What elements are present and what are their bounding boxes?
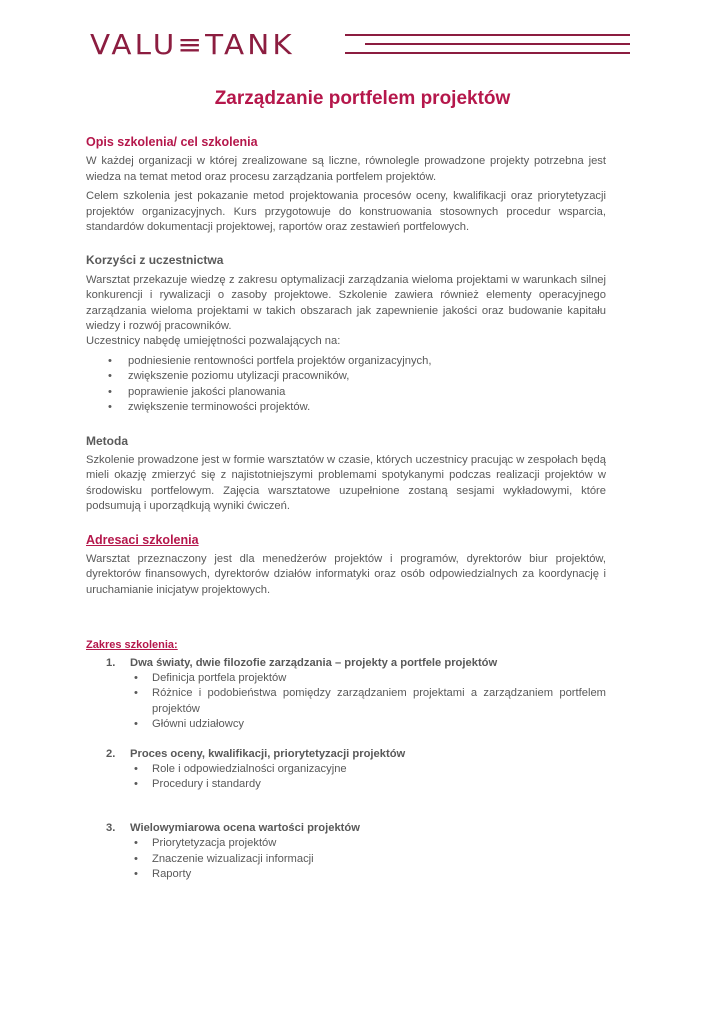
module-item: [86, 747, 606, 793]
section-heading: Metoda: [86, 433, 128, 448]
module-number: 1.: [106, 656, 116, 669]
module-item: [86, 656, 606, 733]
list-item: • Role i odpowiedzialności organizacyjne: [152, 762, 606, 777]
list-item: • Raporty: [152, 867, 606, 882]
list-item: • Główni udziałowcy: [152, 717, 606, 732]
logo-lines-graphic: [345, 32, 630, 58]
module-title: Wielowymiarowa ocena wartości projektów: [130, 821, 360, 834]
list-item: • Różnice i podobieństwa pomiędzy zarządzaniem projektami a zarządzaniem portfelem projektów: [152, 686, 606, 717]
section-opis: [86, 135, 606, 235]
benefits-list: [86, 354, 606, 416]
list-item: • zwiększenie terminowości projektów.: [128, 400, 606, 415]
section-heading: Zakres szkolenia:: [86, 639, 178, 652]
paragraph: Szkolenie prowadzone jest w formie warsztatów w czasie, których uczestnicy pracując w zespołach będą mieli okazję zmierzyć się z najistotniejszymi problemami spotykanymi podczas realizacji projektów w środowisku portfelowym. Zajęcia warsztatowe uzupełnione zostaną sesjami wykładowymi, które podsumują i uporządkują wyniki ćwiczeń.: [86, 453, 606, 513]
document-body: [86, 135, 606, 882]
list-item: • Procedury i standardy: [152, 777, 606, 792]
section-metoda: [86, 434, 606, 515]
modules-list: [86, 656, 606, 883]
paragraph: W każdej organizacji w której zrealizowane są liczne, równolegle prowadzone projekty potrzebna jest wiedza na temat metod oraz procesu zarządzania portfelem projektów.: [86, 155, 606, 183]
module-number: 3.: [106, 821, 116, 834]
list-item: • Priorytetyzacja projektów: [152, 836, 606, 851]
header: [90, 30, 630, 60]
module-item: [86, 821, 606, 883]
section-korzysci: [86, 253, 606, 415]
section-heading: Korzyści z uczestnictwa: [86, 253, 224, 268]
module-title: Dwa światy, dwie filozofie zarządzania – projekty a portfele projektów: [130, 656, 498, 669]
section-adresaci: [86, 533, 606, 599]
module-number: 2.: [106, 747, 116, 760]
section-heading: Adresaci szkolenia: [86, 532, 199, 547]
paragraph: Warsztat przeznaczony jest dla menedżerów projektów i programów, dyrektorów biur projektów, dyrektorów finansowych, dyrektorów działów informatyki oraz osób odpowiedzialnych za koordynację i uruchamianie inicjatyw projektowych.: [86, 552, 606, 596]
list-item: • zwiększenie poziomu utylizacji pracowników,: [128, 369, 606, 384]
module-topics: [130, 671, 606, 733]
module-topics: [130, 762, 606, 793]
paragraph: Warsztat przekazuje wiedzę z zakresu optymalizacji zarządzania wieloma projektami w warunkach silnej konkurencji i rywalizacji o zasoby projektowe. Szkolenie zawiera również elementy operacyjnego zarządzania wieloma projektami w takich obszarach jak zapewnienie jakości oraz budowanie kapitału wiedzy i rozwój pracowników.: [86, 273, 606, 333]
paragraph: Uczestnicy nabędę umiejętności pozwalających na:: [86, 335, 341, 348]
section-zakres: [86, 638, 606, 882]
list-item: • Definicja portfela projektów: [152, 671, 606, 686]
logo: VALU≡TANK: [90, 28, 295, 61]
section-heading: Opis szkolenia/ cel szkolenia: [86, 135, 258, 149]
list-item: • podniesienie rentowności portfela projektów organizacyjnych,: [128, 354, 606, 369]
list-item: • poprawienie jakości planowania: [128, 385, 606, 400]
list-item: • Znaczenie wizualizacji informacji: [152, 852, 606, 867]
module-title: Proces oceny, kwalifikacji, priorytetyzacji projektów: [130, 747, 406, 760]
module-topics: [130, 836, 606, 882]
paragraph: Celem szkolenia jest pokazanie metod projektowania procesów oceny, kwalifikacji oraz priorytetyzacji projektów organizacyjnych. Kurs przygotowuje do konstruowania stosownych procedur wsparcia, standardów dokumentacji projektowej, raportów oraz zestawień portfelowych.: [86, 190, 606, 234]
page-title: Zarządzanie portfelem projektów: [214, 88, 511, 109]
